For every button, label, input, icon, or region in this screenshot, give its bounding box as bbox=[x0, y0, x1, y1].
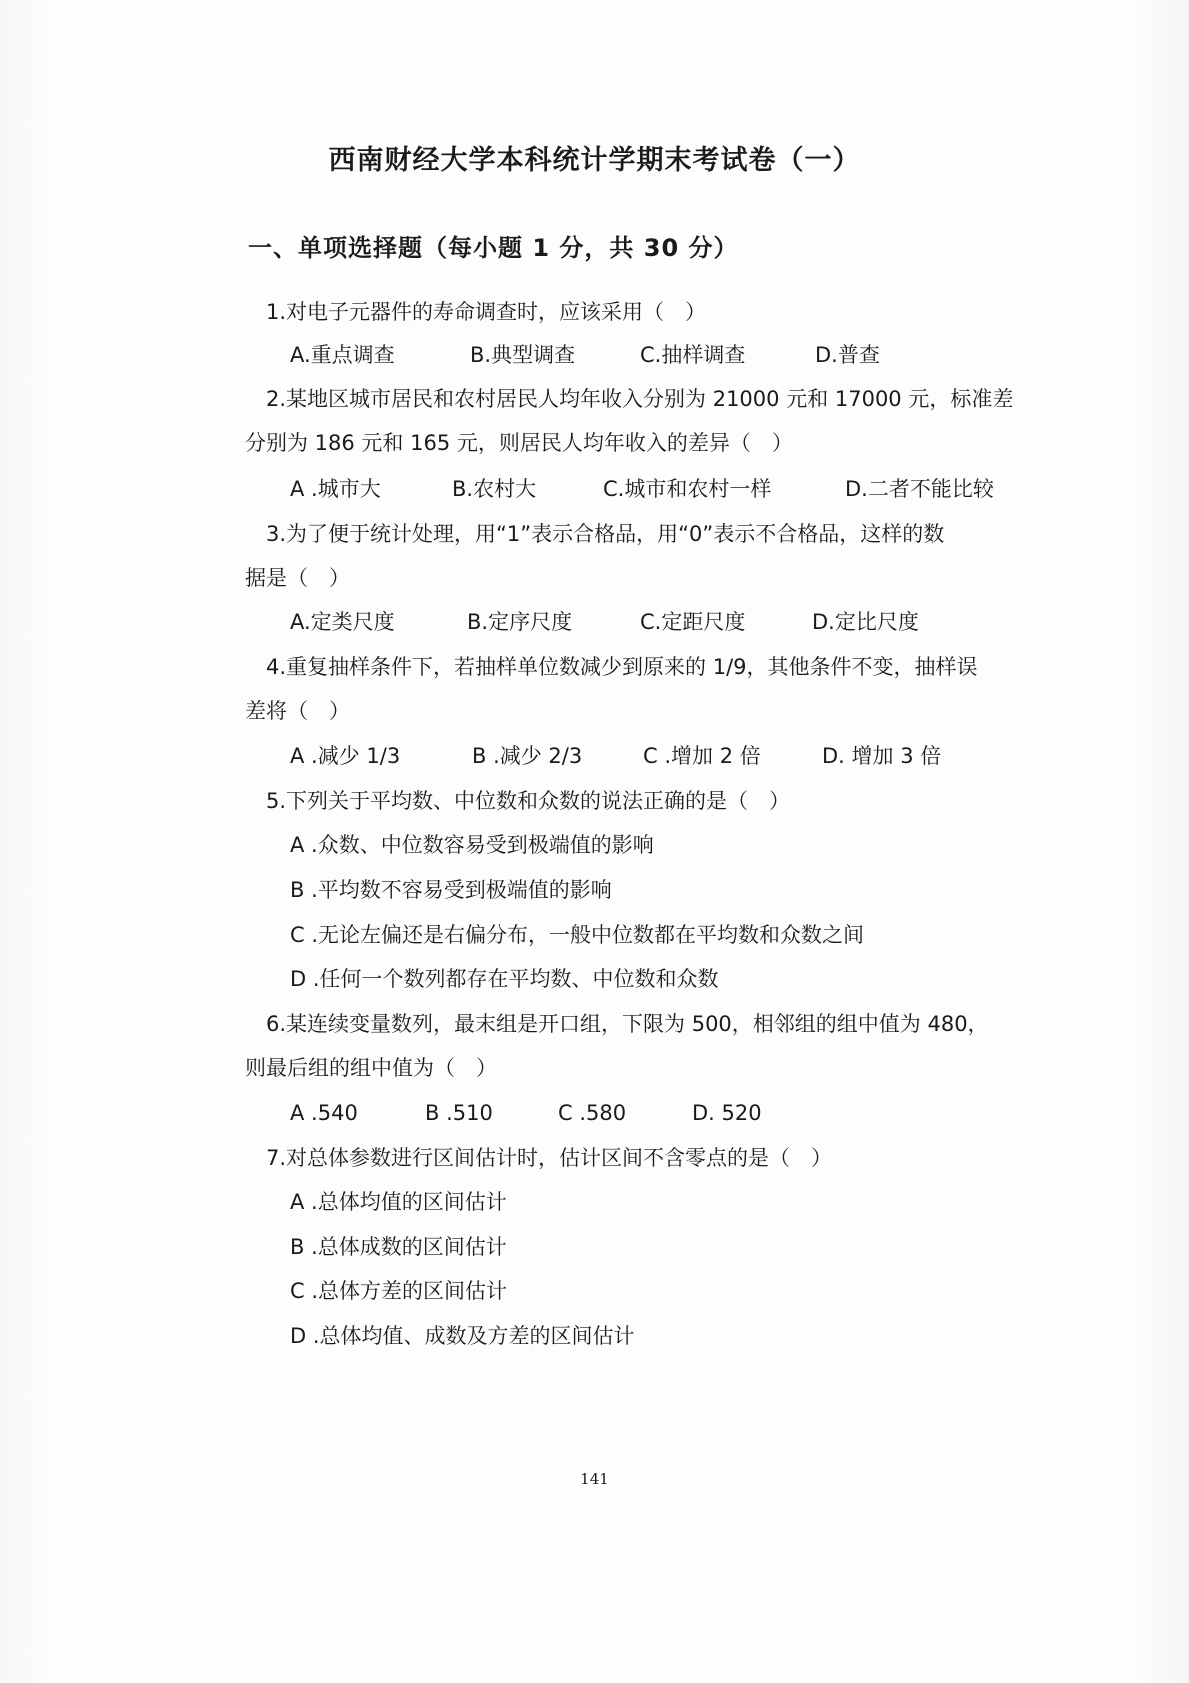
page-number: 141 bbox=[580, 1470, 609, 1488]
question-1-option-c: C.抽样调查 bbox=[640, 343, 746, 367]
question-5-option-d: D .任何一个数列都存在平均数、中位数和众数 bbox=[290, 967, 719, 991]
question-2-option-c: C.城市和农村一样 bbox=[603, 477, 772, 501]
question-3-option-b: B.定序尺度 bbox=[467, 610, 573, 634]
section-heading: 一、单项选择题（每小题 1 分，共 30 分） bbox=[248, 234, 739, 262]
question-1-option-a: A.重点调查 bbox=[290, 343, 395, 367]
question-5-stem: 5.下列关于平均数、中位数和众数的说法正确的是（ ） bbox=[266, 789, 791, 813]
question-7-option-a: A .总体均值的区间估计 bbox=[290, 1190, 507, 1214]
question-7-option-d: D .总体均值、成数及方差的区间估计 bbox=[290, 1324, 635, 1348]
question-3-stem-line-2: 据是（ ） bbox=[245, 566, 350, 590]
question-2-option-a: A .城市大 bbox=[290, 477, 381, 501]
question-6-option-b: B .510 bbox=[425, 1101, 493, 1125]
question-4-option-b: B .减少 2/3 bbox=[472, 744, 583, 768]
question-6-option-c: C .580 bbox=[558, 1101, 627, 1125]
question-5-option-c: C .无论左偏还是右偏分布，一般中位数都在平均数和众数之间 bbox=[290, 923, 865, 947]
question-3-option-c: C.定距尺度 bbox=[640, 610, 746, 634]
question-5-option-a: A .众数、中位数容易受到极端值的影响 bbox=[290, 833, 654, 857]
question-6-option-d: D. 520 bbox=[692, 1101, 762, 1125]
question-7-option-c: C .总体方差的区间估计 bbox=[290, 1279, 508, 1303]
question-7-stem: 7.对总体参数进行区间估计时，估计区间不含零点的是（ ） bbox=[266, 1146, 833, 1170]
question-4-option-d: D. 增加 3 倍 bbox=[822, 744, 942, 768]
scan-edge-right bbox=[1119, 0, 1189, 1683]
question-4-option-c: C .增加 2 倍 bbox=[643, 744, 761, 768]
question-4-option-a: A .减少 1/3 bbox=[290, 744, 401, 768]
question-6-option-a: A .540 bbox=[290, 1101, 358, 1125]
question-3-option-a: A.定类尺度 bbox=[290, 610, 395, 634]
question-6-stem-line-2: 则最后组的组中值为（ ） bbox=[245, 1056, 497, 1080]
question-3-stem-line-1: 3.为了便于统计处理，用“1”表示合格品，用“0”表示不合格品，这样的数 bbox=[266, 522, 945, 546]
question-1-stem: 1.对电子元器件的寿命调查时，应该采用（ ） bbox=[266, 300, 707, 324]
question-4-stem-line-2: 差将（ ） bbox=[245, 699, 350, 723]
question-2-option-b: B.农村大 bbox=[452, 477, 537, 501]
question-6-stem-line-1: 6.某连续变量数列，最末组是开口组，下限为 500，相邻组的组中值为 480， bbox=[266, 1012, 989, 1036]
exam-title: 西南财经大学本科统计学期末考试卷（一） bbox=[328, 145, 861, 176]
question-2-stem-line-2: 分别为 186 元和 165 元，则居民人均年收入的差异（ ） bbox=[245, 431, 793, 455]
question-5-option-b: B .平均数不容易受到极端值的影响 bbox=[290, 878, 612, 902]
question-1-option-b: B.典型调查 bbox=[470, 343, 576, 367]
question-7-option-b: B .总体成数的区间估计 bbox=[290, 1235, 507, 1259]
question-3-option-d: D.定比尺度 bbox=[812, 610, 919, 634]
question-2-option-d: D.二者不能比较 bbox=[845, 477, 994, 501]
question-2-stem-line-1: 2.某地区城市居民和农村居民人均年收入分别为 21000 元和 17000 元，标准差 bbox=[266, 387, 1014, 411]
scan-edge-left bbox=[0, 0, 70, 1683]
question-4-stem-line-1: 4.重复抽样条件下，若抽样单位数减少到原来的 1/9，其他条件不变，抽样误 bbox=[266, 655, 978, 679]
question-1-option-d: D.普查 bbox=[815, 343, 880, 367]
